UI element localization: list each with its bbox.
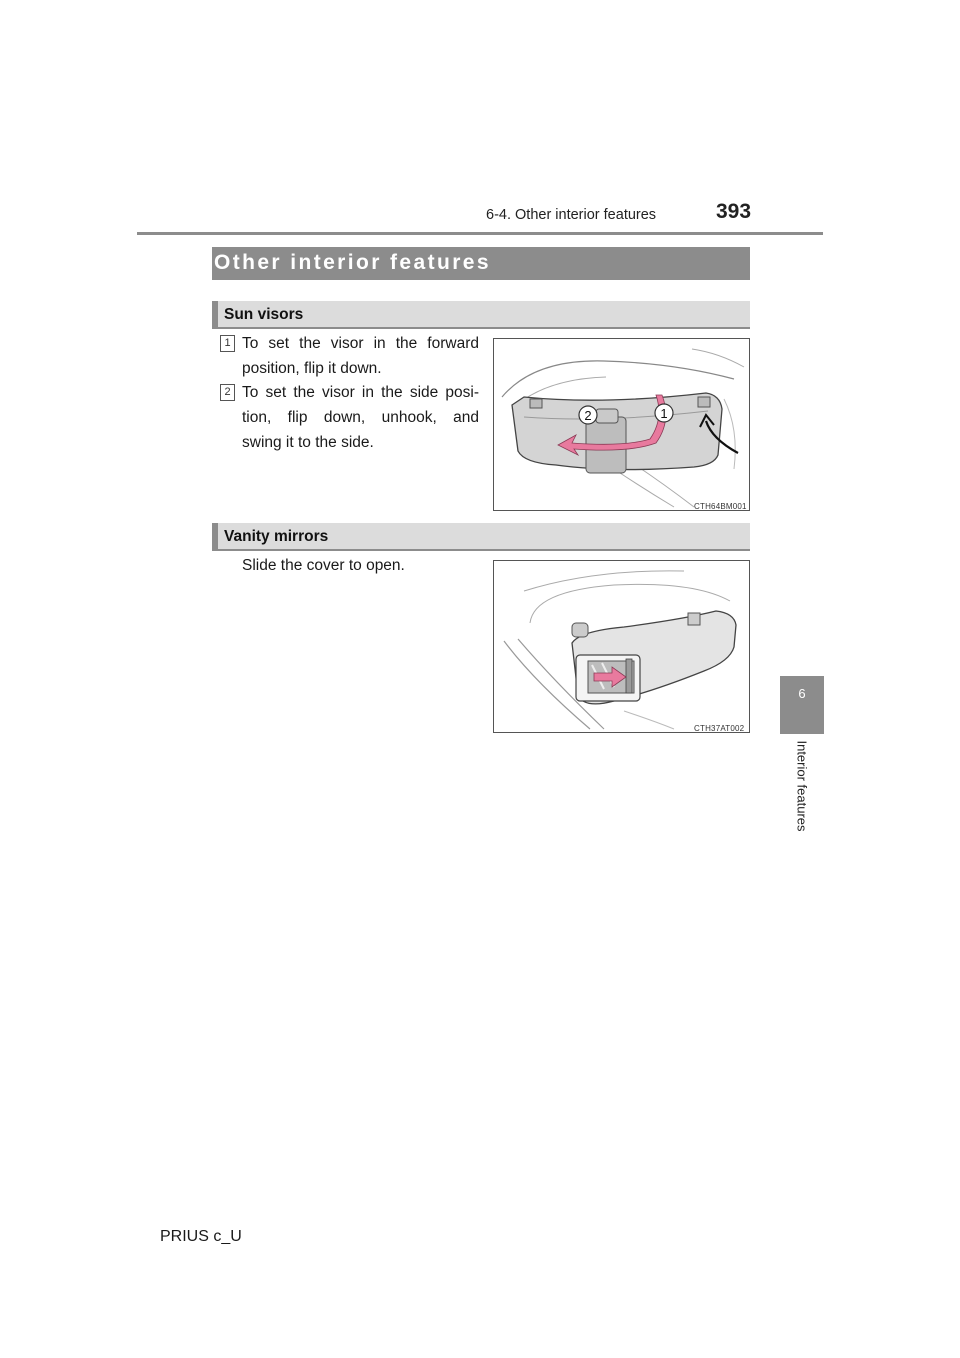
vanity-mirrors-header-marker [212,523,218,551]
vanity-mirror-illustration [494,561,749,732]
sun-visor-figure [493,338,750,511]
header-rule [137,232,823,235]
vanity-mirrors-heading: Vanity mirrors [224,528,329,545]
step-1-badge: 1 [220,335,235,352]
page-number: 393 [716,200,752,223]
step-1-line-1: To set the visor in the forward [242,335,479,352]
sun-visor-illustration [494,339,749,510]
callout-1-label: 1 [660,406,668,421]
vanity-mirror-figure-code: CTH37AT002 [694,724,745,733]
sun-visors-header-marker [212,301,218,329]
section-reference: 6-4. Other interior features [486,207,657,223]
footer-model: PRIUS c_U [160,1228,242,1245]
vanity-mirrors-text: Slide the cover to open. [242,557,405,574]
chapter-tab-label: Interior features [794,740,810,832]
step-2-line-1: To set the visor in the side posi- [242,384,479,401]
chapter-tab-number: 6 [798,686,806,701]
step-2-line-3: swing it to the side. [242,434,374,451]
step-2-badge: 2 [220,384,235,401]
callout-2-label: 2 [584,408,592,423]
chapter-tab[interactable] [780,676,824,734]
vanity-mirror-figure [493,560,750,733]
sun-visor-figure-code: CTH64BM001 [694,502,747,511]
step-2-line-2: tion, flip down, unhook, and [242,409,479,426]
step-1-line-2: position, flip it down. [242,360,382,377]
section-title: Other interior features [214,251,491,274]
sun-visors-heading: Sun visors [224,306,304,323]
